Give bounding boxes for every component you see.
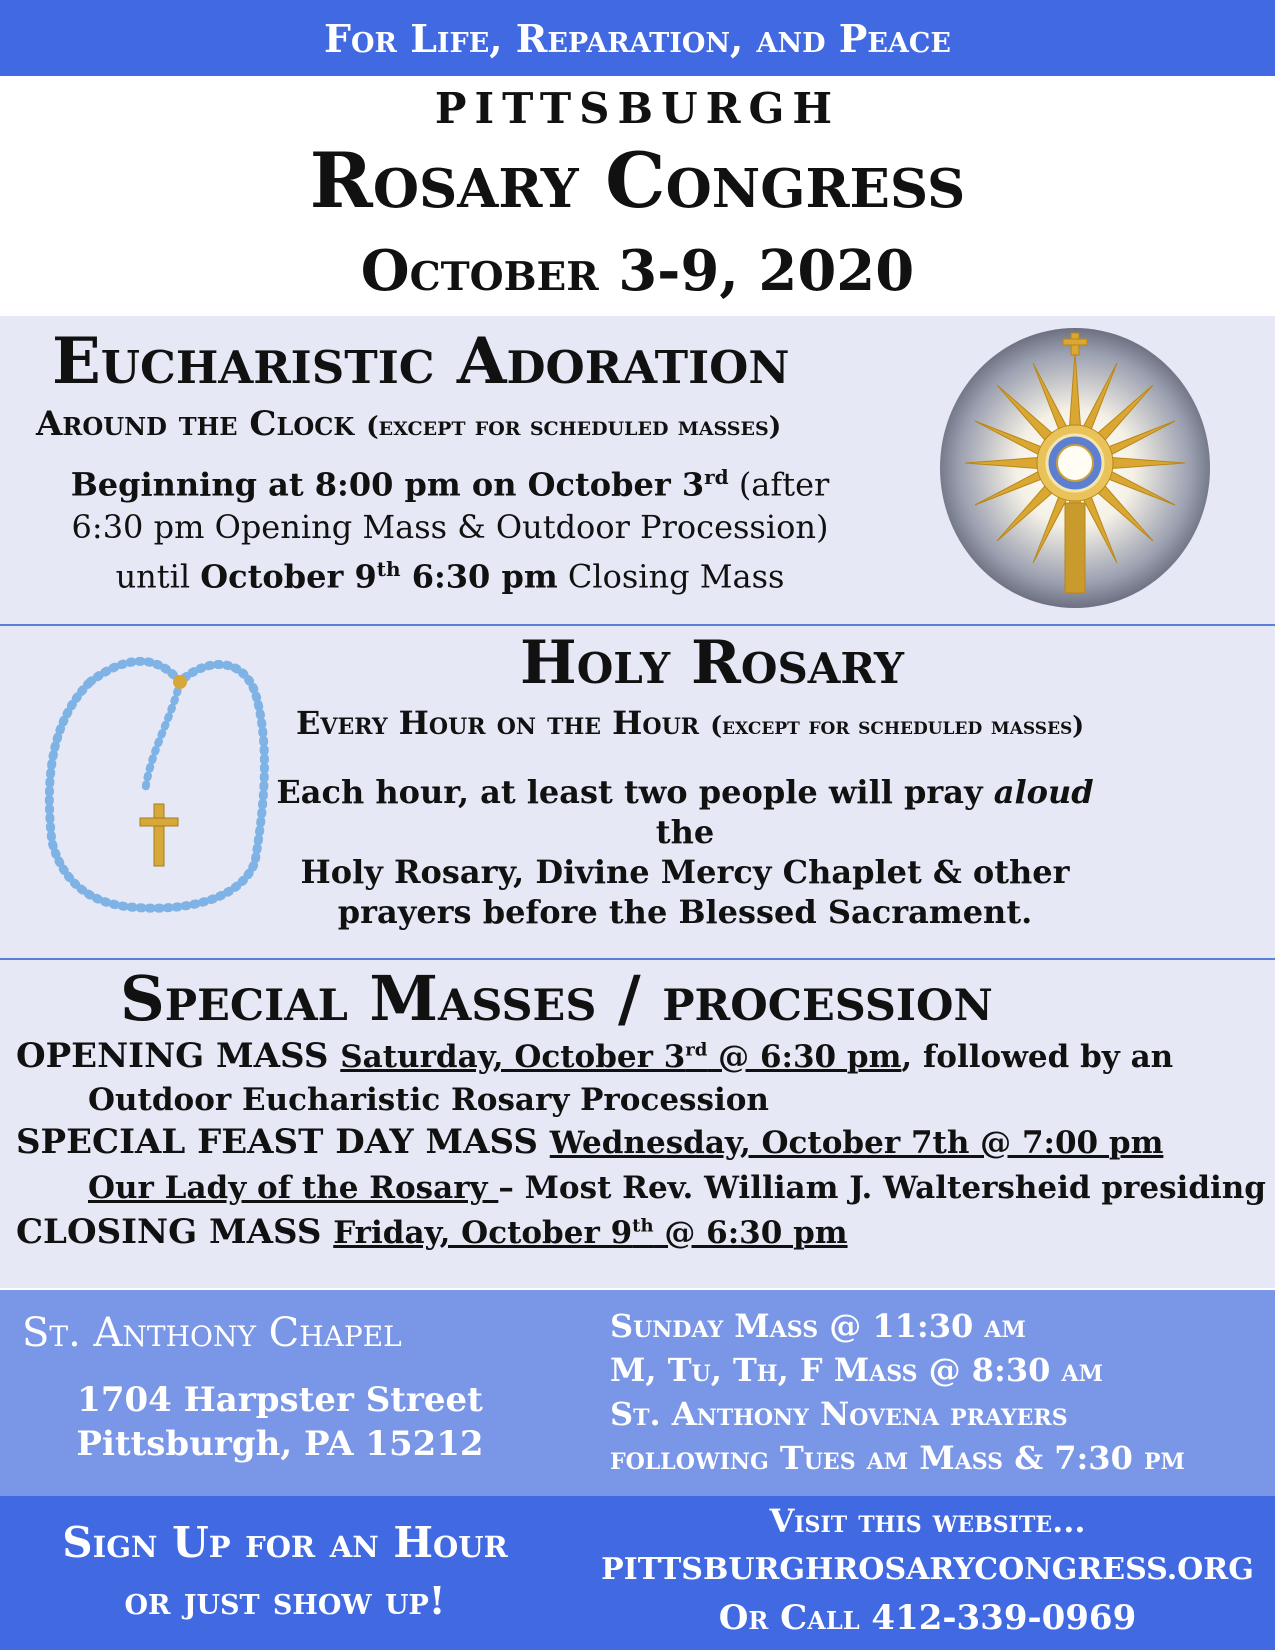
feast-day-mass	[16, 1122, 1163, 1162]
rosary-details	[270, 772, 1100, 932]
feast-day-mass-date: Wednesday, October 7th @ 7:00 pm	[549, 1125, 1164, 1161]
schedule-novena: St. Anthony Novena prayers	[610, 1395, 1068, 1433]
adoration-sub-note: (except for scheduled masses)	[366, 411, 782, 442]
rosary-subheading	[296, 704, 1084, 742]
opening-mass-date-suffix: rd	[685, 1039, 708, 1061]
adoration-end-suffix: th	[376, 556, 401, 581]
chapel-street: 1704 Harpster Street	[77, 1380, 483, 1420]
signup-line-2: or just show up!	[124, 1578, 446, 1623]
phone-number[interactable]: Or Call 412-339-0969	[718, 1598, 1137, 1638]
chapel-info	[0, 1290, 1275, 1496]
chapel-address-panel	[0, 1290, 580, 1496]
chapel-schedule	[610, 1304, 1185, 1480]
monstrance-icon	[940, 328, 1210, 608]
city-title: PITTSBURGH	[434, 84, 841, 133]
chapel-name: St. Anthony Chapel	[22, 1310, 402, 1356]
opening-mass-rest: , followed by an	[901, 1039, 1174, 1075]
rosary-line-2: Holy Rosary, Divine Mercy Chaplet & other	[300, 853, 1070, 891]
adoration-heading: Eucharistic Adoration	[52, 324, 790, 399]
adoration-sub-main: Around the Clock	[36, 404, 355, 444]
chapel-city: Pittsburgh, PA 15212	[76, 1424, 484, 1464]
closing-mass-date-text: Friday, October 9	[333, 1215, 633, 1251]
rosary-line-1-emphasis: aloud	[993, 773, 1094, 811]
feast-day-mass-label: SPECIAL FEAST DAY MASS	[16, 1122, 538, 1162]
adoration-line-3-rest: Closing Mass	[557, 557, 785, 596]
signup-banner	[0, 1496, 1275, 1650]
schedule-weekday: M, Tu, Th, F Mass @ 8:30 am	[610, 1351, 1103, 1389]
adoration-start-suffix: rd	[704, 465, 729, 489]
schedule-novena-time: following Tues am Mass & 7:30 pm	[610, 1439, 1185, 1477]
rosary-icon	[30, 642, 300, 942]
rosary-section	[0, 626, 1275, 960]
rosary-sub-note: (except for scheduled masses)	[710, 711, 1085, 740]
opening-mass-date	[340, 1039, 901, 1075]
website-link[interactable]: PITTSBURGHROSARYCONGRESS.ORG	[601, 1552, 1254, 1587]
opening-mass-time: @ 6:30 pm	[707, 1039, 902, 1075]
opening-mass-label: OPENING MASS	[16, 1036, 329, 1076]
closing-mass-label: CLOSING MASS	[16, 1212, 322, 1252]
opening-mass-date-text: Saturday, October 3	[340, 1039, 686, 1075]
adoration-details	[0, 456, 900, 597]
schedule-sunday: Sunday Mass @ 11:30 am	[610, 1307, 1026, 1345]
feast-presider: – Most Rev. William J. Waltersheid presiding	[498, 1170, 1266, 1206]
closing-mass-date	[333, 1215, 847, 1251]
rosary-line-1-post: the	[655, 813, 715, 851]
event-dates: October 3-9, 2020	[360, 238, 915, 304]
closing-mass	[16, 1212, 848, 1252]
event-title: Rosary Congress	[309, 136, 966, 225]
closing-mass-time: @ 6:30 pm	[653, 1215, 848, 1251]
feast-day-presider	[88, 1170, 1266, 1206]
adoration-end-date: October 9	[200, 557, 377, 596]
adoration-line-1-rest: (after	[728, 465, 830, 504]
adoration-line-3	[0, 548, 900, 598]
rosary-heading: Holy Rosary	[520, 628, 904, 698]
masses-section	[0, 960, 1275, 1288]
adoration-subheading	[36, 404, 781, 444]
signup-line-1: Sign Up for an Hour	[62, 1518, 508, 1567]
adoration-section	[0, 316, 1275, 626]
closing-mass-date-suffix: th	[632, 1215, 654, 1237]
rosary-sub-main: Every Hour on the Hour	[296, 704, 700, 742]
opening-mass	[16, 1036, 1173, 1076]
adoration-start-time: Beginning at 8:00 pm on October 3	[70, 465, 705, 504]
adoration-line-1	[0, 456, 900, 506]
tagline-banner	[0, 0, 1275, 76]
adoration-line-2: 6:30 pm Opening Mass & Outdoor Procession)	[71, 507, 829, 546]
masses-heading: Special Masses / procession	[120, 962, 993, 1035]
visit-label: Visit this website...	[769, 1502, 1086, 1540]
rosary-line-3: prayers before the Blessed Sacrament.	[337, 893, 1033, 931]
rosary-line-1-pre: Each hour, at least two people will pray	[276, 773, 994, 811]
opening-mass-procession: Outdoor Eucharistic Rosary Procession	[88, 1082, 769, 1118]
rosary-line-1	[270, 772, 1100, 852]
adoration-line-3-pre: until	[115, 557, 201, 596]
adoration-end-time: 6:30 pm	[400, 557, 558, 596]
title-block	[0, 76, 1275, 316]
feast-name: Our Lady of the Rosary	[88, 1170, 499, 1206]
tagline: For Life, Reparation, and Peace	[324, 15, 951, 61]
